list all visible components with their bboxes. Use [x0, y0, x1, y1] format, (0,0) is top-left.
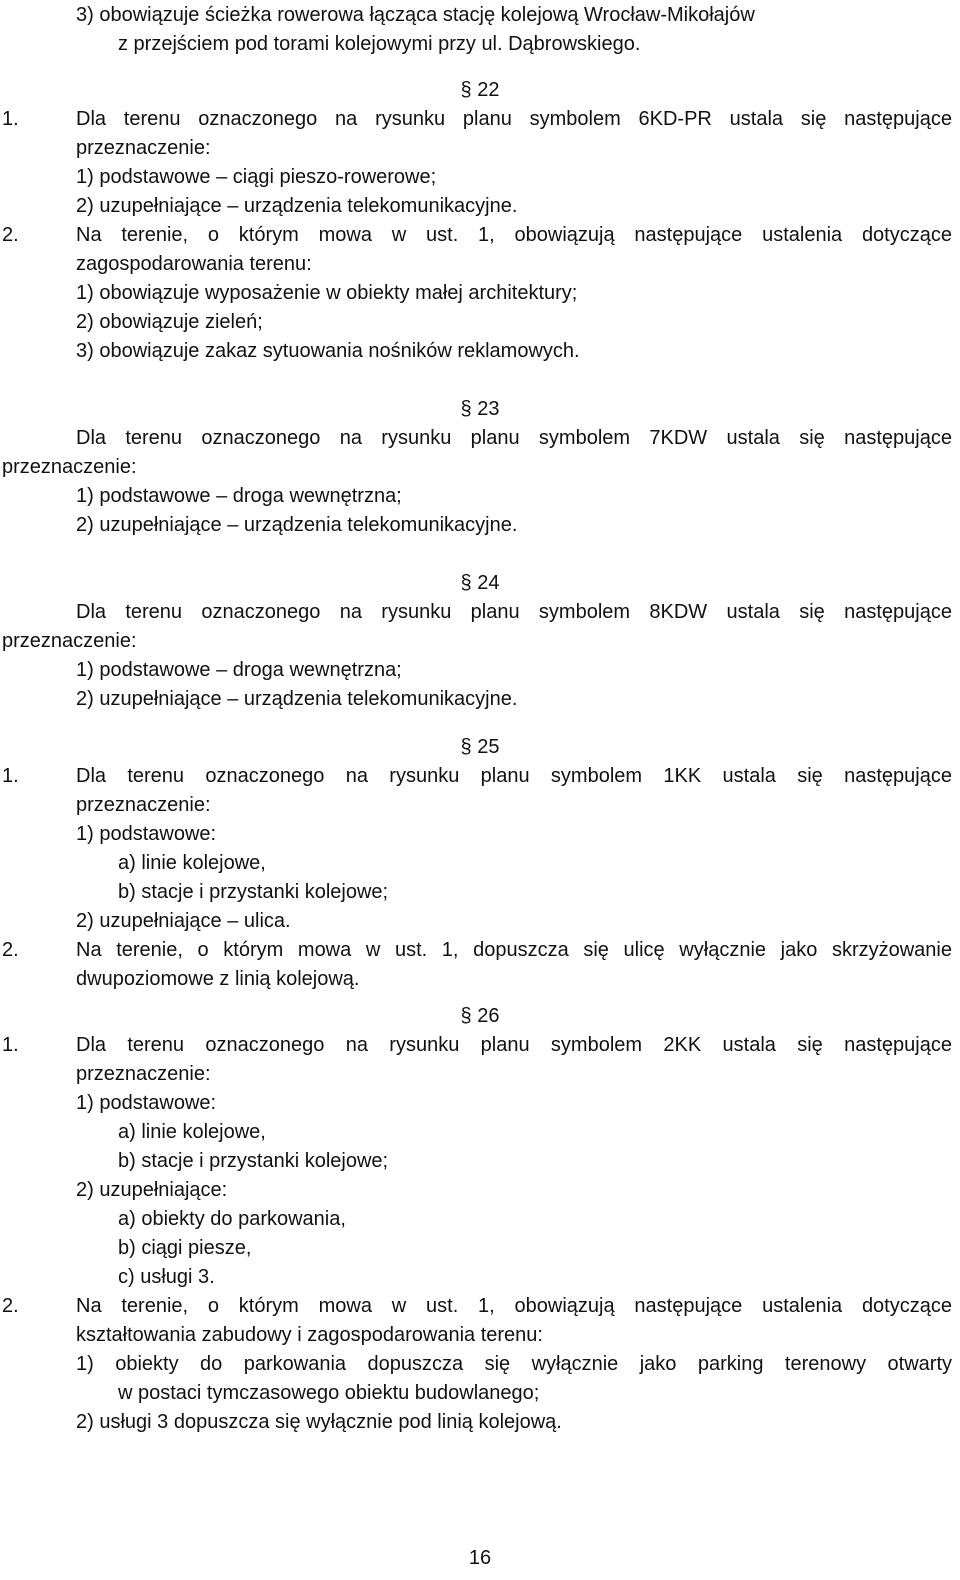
sub-list-item: b) stacje i przystanki kolejowe; [118, 881, 389, 903]
sub-list-item: c) usługi 3. [118, 1266, 215, 1288]
list-item: 2) uzupełniające – urządzenia telekomunikacyjne. [76, 688, 518, 710]
list-item-continuation: z przejściem pod torami kolejowymi przy ul. Dąbrowskiego. [118, 33, 641, 55]
list-item: 1) podstawowe – droga wewnętrzna; [76, 659, 402, 681]
paragraph-text: Dla terenu oznaczonego na rysunku planu symbolem 2KK ustala się następujące [76, 1034, 952, 1056]
page-number: 16 [468, 1547, 492, 1569]
list-item-continuation: w postaci tymczasowego obiektu budowlanego; [118, 1382, 540, 1404]
sub-list-item: a) obiekty do parkowania, [118, 1208, 346, 1230]
sub-list-item: b) stacje i przystanki kolejowe; [118, 1150, 389, 1172]
list-item: 2) uzupełniające: [76, 1179, 228, 1201]
paragraph-number: 1. [2, 108, 19, 130]
paragraph-text: przeznaczenie: [76, 1063, 211, 1085]
paragraph-text: Na terenie, o którym mowa w ust. 1, obowiązują następujące ustalenia dotyczące [76, 1295, 952, 1317]
list-item: 2) obowiązuje zieleń; [76, 311, 263, 333]
sub-list-item: b) ciągi piesze, [118, 1237, 252, 1259]
paragraph-text: przeznaczenie: [2, 630, 137, 652]
paragraph-text: przeznaczenie: [2, 456, 137, 478]
list-item: 1) podstawowe – droga wewnętrzna; [76, 485, 402, 507]
paragraph-text: zagospodarowania terenu: [76, 253, 312, 275]
paragraph-number: 2. [2, 224, 19, 246]
paragraph-text: Dla terenu oznaczonego na rysunku planu symbolem 6KD-PR ustala się następujące [76, 108, 952, 130]
paragraph-text: Dla terenu oznaczonego na rysunku planu symbolem 8KDW ustala się następujące [76, 601, 952, 623]
sub-list-item: a) linie kolejowe, [118, 1121, 266, 1143]
sub-list-item: a) linie kolejowe, [118, 852, 266, 874]
list-item: 2) uzupełniające – urządzenia telekomunikacyjne. [76, 195, 518, 217]
section-heading: § 22 [460, 79, 500, 101]
section-heading: § 25 [460, 736, 500, 758]
paragraph-text: Na terenie, o którym mowa w ust. 1, obowiązują następujące ustalenia dotyczące [76, 224, 952, 246]
paragraph-text: przeznaczenie: [76, 794, 211, 816]
list-item: 1) obowiązuje wyposażenie w obiekty małej architektury; [76, 282, 578, 304]
paragraph-text: przeznaczenie: [76, 137, 211, 159]
list-item: 1) podstawowe: [76, 1092, 217, 1114]
paragraph-text: dwupoziomowe z linią kolejową. [76, 968, 360, 990]
list-item: 3) obowiązuje zakaz sytuowania nośników reklamowych. [76, 340, 580, 362]
section-heading: § 23 [460, 398, 500, 420]
list-item: 1) obiekty do parkowania dopuszcza się wyłącznie jako parking terenowy otwarty [76, 1353, 952, 1375]
paragraph-text: Dla terenu oznaczonego na rysunku planu symbolem 7KDW ustala się następujące [76, 427, 952, 449]
list-item: 2) usługi 3 dopuszcza się wyłącznie pod linią kolejową. [76, 1411, 562, 1433]
paragraph-number: 2. [2, 939, 19, 961]
paragraph-number: 1. [2, 765, 19, 787]
paragraph-number: 1. [2, 1034, 19, 1056]
paragraph-text: Dla terenu oznaczonego na rysunku planu symbolem 1KK ustala się następujące [76, 765, 952, 787]
paragraph-text: kształtowania zabudowy i zagospodarowania terenu: [76, 1324, 543, 1346]
list-item: 2) uzupełniające – urządzenia telekomunikacyjne. [76, 514, 518, 536]
paragraph-text: Na terenie, o którym mowa w ust. 1, dopuszcza się ulicę wyłącznie jako skrzyżowanie [76, 939, 952, 961]
section-heading: § 26 [460, 1005, 500, 1027]
list-item: 2) uzupełniające – ulica. [76, 910, 291, 932]
section-heading: § 24 [460, 572, 500, 594]
paragraph-number: 2. [2, 1295, 19, 1317]
list-item: 1) podstawowe – ciągi pieszo-rowerowe; [76, 166, 437, 188]
list-item: 3) obowiązuje ścieżka rowerowa łącząca stację kolejową Wrocław-Mikołajów [76, 4, 755, 26]
list-item: 1) podstawowe: [76, 823, 217, 845]
